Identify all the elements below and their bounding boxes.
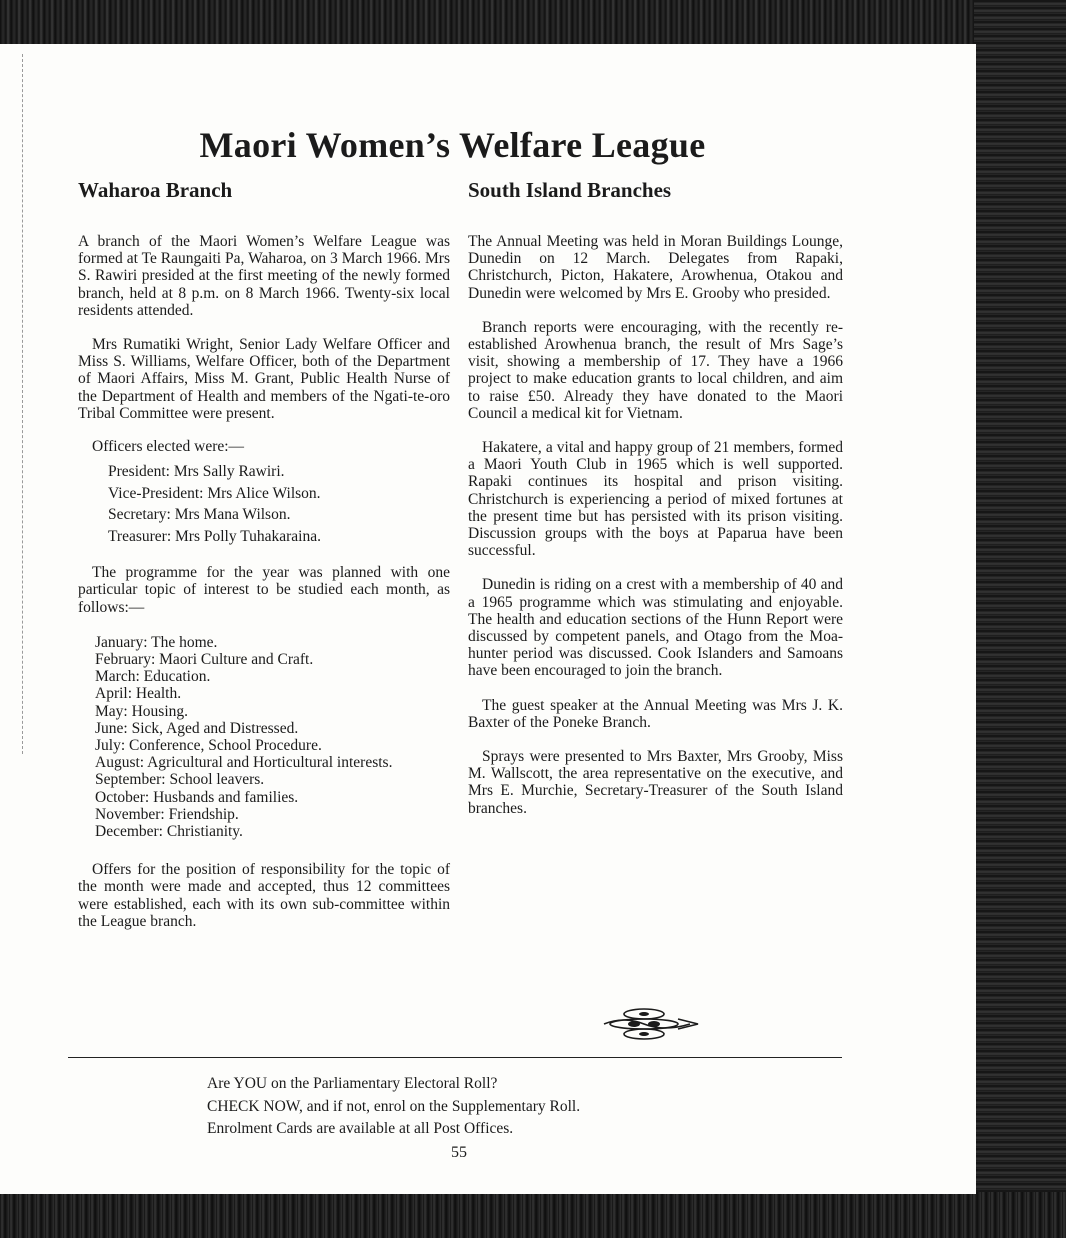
south-island-paragraph-sprays: Sprays were presented to Mrs Baxter, Mrs Grooby, Miss M. Wallscott, the area representative on the executive, and Mrs E. Murchie, Secretary-Treasurer of the South Island branches. [468, 748, 843, 817]
topic-february: February: Maori Culture and Craft. [95, 651, 314, 669]
officer-president: President: Mrs Sally Rawiri. [108, 463, 285, 481]
south-island-heading: South Island Branches [468, 178, 672, 202]
topic-august: August: Agricultural and Horticultural interests. [95, 754, 393, 772]
waharoa-paragraph-committees: Offers for the position of responsibility for the topic of the month were made and accepted, thus 12 committees were established, each with its own sub-committee within the League branch. [78, 861, 450, 930]
decorative-ornament-icon [594, 1002, 702, 1046]
south-island-branches-column [468, 178, 843, 817]
south-island-paragraph-dunedin: Dunedin is riding on a crest with a membership of 40 and a 1965 programme which was stimulating and enjoyable. The health and education sections of the Hunn Report were discussed by competent panels, and Otago from the Moa-hunter period was discussed. Cook Islanders and Samoans have been encouraged to join the branch. [468, 576, 843, 680]
south-island-paragraph-guest-speaker: The guest speaker at the Annual Meeting was Mrs J. K. Baxter of the Poneke Branch. [468, 696, 843, 731]
waharoa-branch-column [78, 178, 450, 930]
topic-september: September: School leavers. [95, 771, 265, 789]
south-island-paragraph-branch-reports: Branch reports were encouraging, with the recently re-established Arowhenua branch, the result of Mrs Sage’s visit, showing a membership of 17. They have a 1966 project to make education grants to local children, and aim to raise £50. Already they have donated to the Maori Council a medical kit for Vietnam. [468, 318, 843, 422]
scan-border-top [0, 0, 1066, 46]
south-island-paragraph-hakatere: Hakatere, a vital and happy group of 21 members, formed a Maori Youth Club in 1965 which is well supported. Rapaki continues its hospital and prison visiting. Christchurch is experiencing a period of mixed fortunes at the present time but has persisted with its prison visiting. Discussion groups with the boys at Paparua have been successful. [468, 439, 843, 560]
topic-may: May: Housing. [95, 702, 188, 720]
waharoa-paragraph-formation: A branch of the Maori Women’s Welfare League was formed at Te Raungaiti Pa, Waharoa, on 3 March 1966. Mrs S. Rawiri presided at the first meeting of the newly formed branch, held at 8 p.m. on 8 March 1966. Twenty-six local residents attended. [78, 233, 450, 319]
document-page [0, 44, 976, 1194]
officer-treasurer: Treasurer: Mrs Polly Tuhakaraina. [108, 527, 321, 545]
page-title: Maori Women’s Welfare League [199, 125, 706, 165]
topic-december: December: Christianity. [95, 823, 243, 841]
officer-vice-president: Vice-President: Mrs Alice Wilson. [108, 484, 321, 502]
scan-border-right [974, 0, 1066, 1238]
monthly-topics-list [95, 634, 450, 840]
topic-july: July: Conference, School Procedure. [95, 737, 322, 755]
topic-march: March: Education. [95, 668, 211, 686]
scan-border-bottom [0, 1192, 1066, 1238]
waharoa-paragraph-attendees: Mrs Rumatiki Wright, Senior Lady Welfare Officer and Miss S. Williams, Welfare Officer, both of the Department of Maori Affairs, Miss M. Grant, Public Health Nurse of the Department of Health and members of the Ngati-te-oro Tribal Committee were present. [78, 336, 450, 422]
topic-june: June: Sick, Aged and Distressed. [95, 719, 299, 737]
section-divider [68, 1057, 842, 1058]
topic-january: January: The home. [95, 633, 218, 651]
notice-line-2: CHECK NOW, and if not, enrol on the Supplementary Roll. [207, 1097, 581, 1115]
electoral-roll-notice [207, 1073, 807, 1141]
officer-secretary: Secretary: Mrs Mana Wilson. [108, 506, 291, 524]
waharoa-paragraph-programme: The programme for the year was planned with one particular topic of interest to be studied each month, as follows:— [78, 564, 450, 616]
topic-november: November: Friendship. [95, 805, 239, 823]
notice-line-1: Are YOU on the Parliamentary Electoral Roll? [207, 1075, 498, 1092]
notice-line-3: Enrolment Cards are available at all Post Offices. [207, 1120, 514, 1137]
topic-april: April: Health. [95, 685, 182, 703]
officers-label: Officers elected were:— [92, 438, 245, 456]
waharoa-branch-heading: Waharoa Branch [78, 178, 233, 202]
page-number: 55 [451, 1144, 467, 1161]
south-island-paragraph-annual-meeting: The Annual Meeting was held in Moran Buildings Lounge, Dunedin on 12 March. Delegates from Rapaki, Christchurch, Picton, Hakatere, Arowhenua, Otakou and Dunedin were welcomed by Mrs E. Grooby who presided. [468, 233, 843, 302]
officers-list [108, 461, 450, 547]
topic-october: October: Husbands and families. [95, 788, 299, 806]
